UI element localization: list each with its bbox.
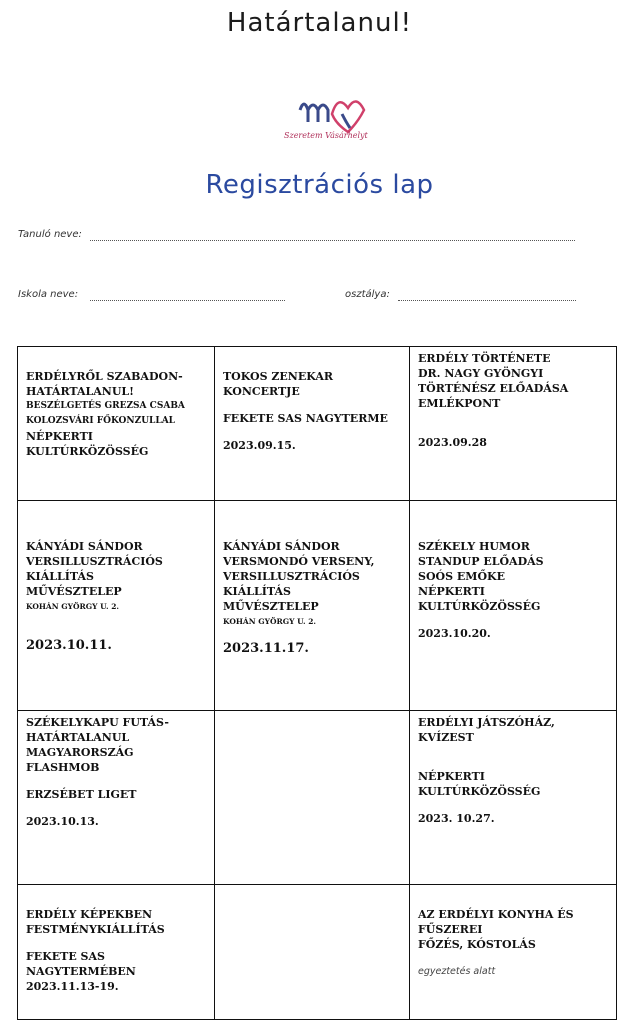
student-name-field[interactable] <box>90 240 575 241</box>
event-cell: KÁNYÁDI SÁNDOR VERSMONDÓ VERSENY, VERSILLUSZTRÁCIÓS KIÁLLÍTÁS MŰVÉSZTELEP KOHÁN GYÖRGY U. 2. 2023.11.17. <box>215 501 410 711</box>
event-cell: AZ ERDÉLYI KONYHA ÉS FŰSZEREI FŐZÉS, KÓSTOLÁS egyeztetés alatt <box>410 885 616 1019</box>
class-field[interactable] <box>398 300 576 301</box>
event-cell: ERDÉLYRŐL SZABADON- HATÁRTALANUL! BESZÉLGETÉS GREZSA CSABA KOLOZSVÁRI FŐKONZULLAL NÉPKERTI KULTÚRKÖZÖSSÉG <box>18 347 215 501</box>
event-note: egyeztetés alatt <box>418 966 496 977</box>
event-cell: SZÉKELY HUMOR STANDUP ELŐADÁS SOÓS EMŐKE NÉPKERTI KULTÚRKÖZÖSSÉG 2023.10.20. <box>410 501 616 711</box>
form-subtitle: Regisztrációs lap <box>205 170 434 200</box>
event-cell: TOKOS ZENEKAR KONCERTJE FEKETE SAS NAGYTERME 2023.09.15. <box>215 347 410 501</box>
empty-cell <box>215 885 410 1019</box>
event-address: KOHÁN GYÖRGY U. 2. <box>26 602 120 611</box>
school-name-label: Iskola neve: <box>18 289 79 300</box>
event-address: KOHÁN GYÖRGY U. 2. <box>223 617 317 626</box>
event-cell: ERDÉLY TÖRTÉNETE DR. NAGY GYÖNGYI TÖRTÉNÉSZ ELŐADÁSA EMLÉKPONT 2023.09.28 <box>410 347 616 501</box>
empty-cell <box>215 711 410 885</box>
event-cell: ERDÉLYI JÁTSZÓHÁZ, KVÍZEST NÉPKERTI KULTÚRKÖZÖSSÉG 2023. 10.27. <box>410 711 616 885</box>
event-cell: SZÉKELYKAPU FUTÁS- HATÁRTALANUL MAGYARORSZÁG FLASHMOB ERZSÉBET LIGET 2023.10.13. <box>18 711 215 885</box>
page-title: Határtalanul! <box>226 8 413 38</box>
event-venue: FEKETE SAS NAGYTERME <box>223 412 388 425</box>
school-name-field[interactable] <box>90 300 285 301</box>
event-date: 2023.09.15. <box>223 439 296 452</box>
events-table <box>17 346 617 1020</box>
event-cell: ERDÉLY KÉPEKBEN FESTMÉNYKIÁLLÍTÁS FEKETE SAS NAGYTERMÉBEN 2023.11.13-19. <box>18 885 215 1019</box>
event-date: 2023.09.28 <box>418 436 487 449</box>
event-date: 2023. 10.27. <box>418 812 495 825</box>
event-venue: ERZSÉBET LIGET <box>26 788 137 801</box>
student-name-label: Tanuló neve: <box>18 229 82 240</box>
event-date: 2023.11.17. <box>223 641 309 656</box>
class-label: osztálya: <box>345 289 390 300</box>
event-date: 2023.11.13-19. <box>26 980 119 993</box>
event-cell: KÁNYÁDI SÁNDOR VERSILLUSZTRÁCIÓS KIÁLLÍTÁS MŰVÉSZTELEP KOHÁN GYÖRGY U. 2. 2023.10.11. <box>18 501 215 711</box>
event-date: 2023.10.13. <box>26 815 99 828</box>
event-date: 2023.10.20. <box>418 627 491 640</box>
logo-caption: Szeretem Vásárhelyt <box>284 131 368 140</box>
event-date: 2023.10.11. <box>26 638 112 653</box>
